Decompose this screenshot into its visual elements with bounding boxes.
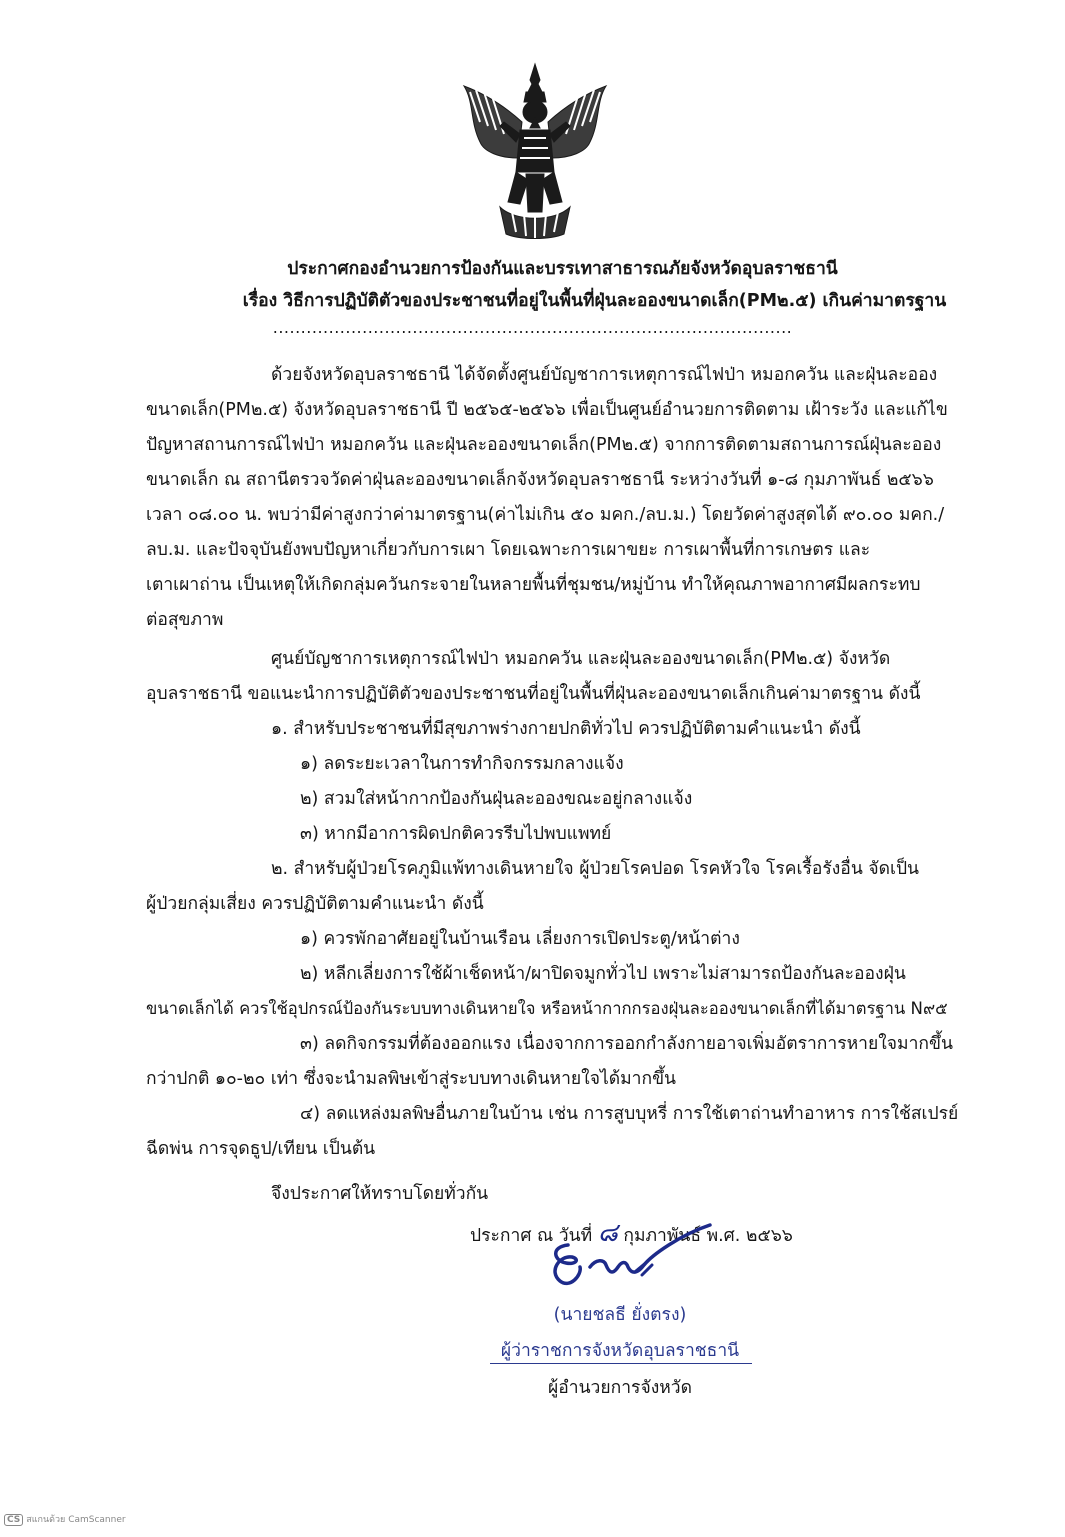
scanner-watermark	[4, 1512, 126, 1526]
paragraph-line: ศูนย์บัญชาการเหตุการณ์ไฟป่า หมอกควัน และฝุ่นละอองขนาดเล็ก(PM๒.๕) จังหวัด	[271, 649, 891, 669]
date-day: ๘	[597, 1218, 618, 1248]
paragraph-line: อุบลราชธานี ขอแนะนำการปฏิบัติตัวของประชาชนที่อยู่ในพื้นที่ฝุ่นละอองขนาดเล็กเกินค่ามาตรฐาน ดังนี้	[146, 684, 921, 704]
signatory-name: (นายชลธี ยั่งตรง)	[553, 1305, 687, 1325]
date-prefix: ประกาศ ณ วันที่	[470, 1226, 593, 1246]
scanner-text: สแกนด้วย CamScanner	[26, 1515, 126, 1525]
camscanner-logo-icon: CS	[4, 1514, 23, 1526]
title-divider: .............................................................................................	[272, 318, 793, 337]
paragraph-line: เวลา ๐๘.๐๐ น. พบว่ามีค่าสูงกว่าค่ามาตรฐาน(ค่าไม่เกิน ๕๐ มคก./ลบ.ม.) โดยวัดค่าสูงสุดได้ ๙๐.๐๐ มคก./	[146, 505, 945, 525]
list-item-cont: กว่าปกติ ๑๐-๒๐ เท่า ซึ่งจะนำมลพิษเข้าสู่ระบบทางเดินหายใจได้มากขึ้น	[146, 1069, 677, 1089]
announcement-subject: เรื่อง วิธีการปฏิบัติตัวของประชาชนที่อยู่ในพื้นที่ฝุ่นละอองขนาดเล็ก(PM๒.๕) เกินค่ามาตรฐาน	[242, 291, 947, 311]
closing-statement: จึงประกาศให้ทราบโดยทั่วกัน	[271, 1184, 489, 1204]
list-item: ๓) หากมีอาการผิดปกติควรรีบไปพบแพทย์	[300, 824, 612, 844]
list-item: ๑) ควรพักอาศัยอยู่ในบ้านเรือน เลี่ยงการเปิดประตู/หน้าต่าง	[300, 929, 740, 949]
section-heading: ๒. สำหรับผู้ป่วยโรคภูมิแพ้ทางเดินหายใจ ผู้ป่วยโรคปอด โรคหัวใจ โรคเรื้อรังอื่น จัดเป็น	[271, 859, 920, 879]
list-item: ๒) สวมใส่หน้ากากป้องกันฝุ่นละอองขณะอยู่กลางแจ้ง	[300, 789, 693, 809]
paragraph-line: ลบ.ม. และปัจจุบันยังพบปัญหาเกี่ยวกับการเผา โดยเฉพาะการเผาขยะ การเผาพื้นที่การเกษตร และ	[146, 540, 871, 560]
paragraph-line: ด้วยจังหวัดอุบลราชธานี ได้จัดตั้งศูนย์บัญชาการเหตุการณ์ไฟป่า หมอกควัน และฝุ่นละออง	[271, 365, 938, 385]
signatory-role: ผู้อำนวยการจังหวัด	[548, 1378, 692, 1398]
section-heading-cont: ผู้ป่วยกลุ่มเสี่ยง ควรปฏิบัติตามคำแนะนำ ดังนี้	[146, 894, 484, 914]
paragraph-line: เตาเผาถ่าน เป็นเหตุให้เกิดกลุ่มควันกระจายในหลายพื้นที่ชุมชน/หมู่บ้าน ทำให้คุณภาพอากาศมีผลกระทบ	[146, 575, 921, 595]
garuda-emblem-icon	[460, 62, 610, 242]
list-item: ๔) ลดแหล่งมลพิษอื่นภายในบ้าน เช่น การสูบบุหรี่ การใช้เตาถ่านทำอาหาร การใช้สเปรย์	[300, 1104, 959, 1124]
list-item-cont: ขนาดเล็กได้ ควรใช้อุปกรณ์ป้องกันระบบทางเดินหายใจ หรือหน้ากากกรองฝุ่นละอองขนาดเล็กที่ได้มาตรฐาน N๙๕	[146, 999, 948, 1018]
date-suffix: กุมภาพันธ์ พ.ศ. ๒๕๖๖	[623, 1226, 793, 1246]
section-heading: ๑. สำหรับประชาชนที่มีสุขภาพร่างกายปกติทั่วไป ควรปฏิบัติตามคำแนะนำ ดังนี้	[271, 719, 861, 739]
paragraph-line: ปัญหาสถานการณ์ไฟป่า หมอกควัน และฝุ่นละอองขนาดเล็ก(PM๒.๕) จากการติดตามสถานการณ์ฝุ่นละออง	[146, 435, 942, 455]
paragraph-line: ขนาดเล็ก(PM๒.๕) จังหวัดอุบลราชธานี ปี ๒๕๖๕-๒๕๖๖ เพื่อเป็นศูนย์อำนวยการติดตาม เฝ้าระวัง และแก้ไข	[146, 400, 948, 420]
list-item: ๒) หลีกเลี่ยงการใช้ผ้าเช็ดหน้า/ผาปิดจมูกทั่วไป เพราะไม่สามารถป้องกันละอองฝุ่น	[300, 964, 906, 984]
list-item: ๓) ลดกิจกรรมที่ต้องออกแรง เนื่องจากการออกกำลังกายอาจเพิ่มอัตราการหายใจมากขึ้น	[300, 1034, 953, 1054]
list-item: ๑) ลดระยะเวลาในการทำกิจกรรมกลางแจ้ง	[300, 754, 624, 774]
signatory-position: ผู้ว่าราชการจังหวัดอุบลราชธานี	[500, 1341, 740, 1361]
handwritten-signature	[540, 1215, 730, 1305]
list-item-cont: ฉีดพ่น การจุดธูป/เทียน เป็นต้น	[146, 1139, 376, 1159]
paragraph-line: ต่อสุขภาพ	[146, 610, 224, 630]
paragraph-line: ขนาดเล็ก ณ สถานีตรวจวัดค่าฝุ่นละอองขนาดเล็กจังหวัดอุบลราชธานี ระหว่างวันที่ ๑-๘ กุมภาพันธ์ ๒๕๖๖	[146, 470, 934, 490]
position-underline	[490, 1363, 752, 1364]
announcement-title: ประกาศกองอำนวยการป้องกันและบรรเทาสาธารณภัยจังหวัดอุบลราชธานี	[287, 259, 838, 279]
